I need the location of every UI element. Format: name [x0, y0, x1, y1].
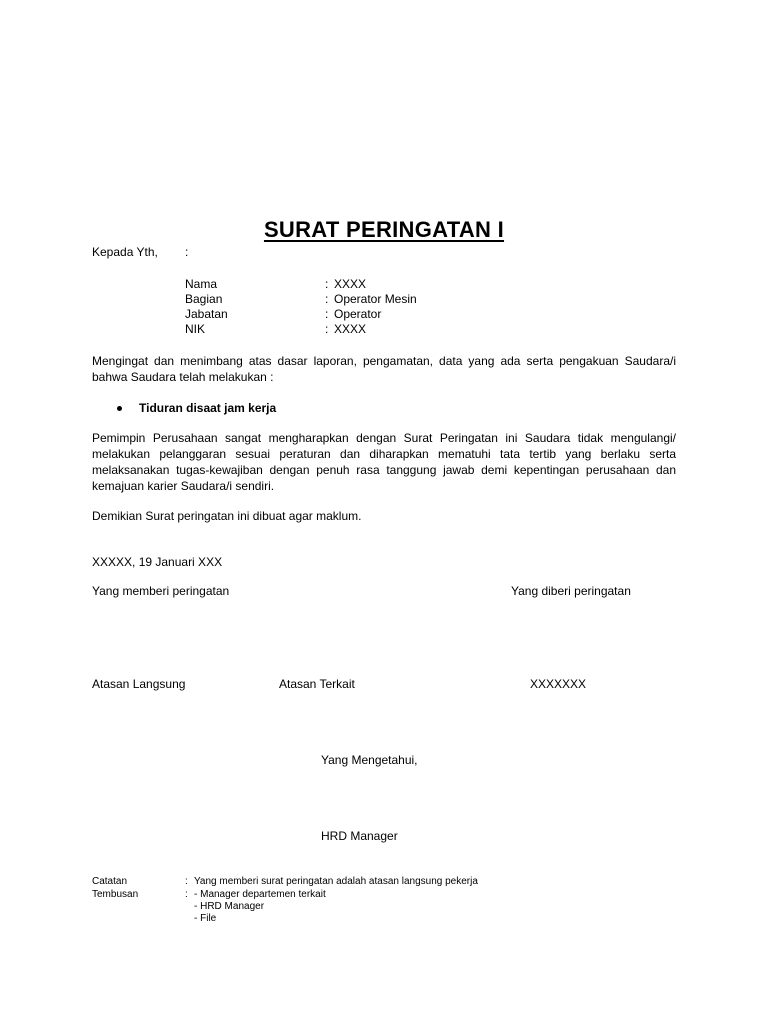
field-value-bagian: Operator Mesin [334, 292, 417, 306]
letter-title [0, 216, 768, 244]
recipient-label: Kepada Yth, [92, 245, 158, 259]
field-value-nama: XXXX [334, 277, 367, 291]
place-date: XXXXX, 19 Januari XXX [92, 555, 223, 569]
receiver-label: Yang diberi peringatan [511, 584, 631, 598]
cc-item: - HRD Manager [194, 901, 265, 912]
field-value-jabatan: Operator [334, 307, 382, 321]
cc-item: - File [194, 913, 217, 924]
note-colon: : [185, 876, 188, 887]
letter-title-text: SURAT PERINGATAN I [263, 217, 505, 242]
related-superior-signature: Atasan Terkait [279, 677, 355, 691]
closing-sentence: Demikian Surat peringatan ini dibuat agar maklum. [92, 509, 362, 523]
acknowledged-label: Yang Mengetahui, [321, 753, 418, 767]
cc-colon: : [185, 889, 188, 900]
receiver-name: XXXXXXX [530, 677, 587, 691]
field-value-nik: XXXX [334, 322, 367, 336]
field-colon: : [325, 292, 329, 306]
cc-label: Tembusan [92, 889, 139, 900]
giver-label: Yang memberi peringatan [92, 584, 230, 598]
field-label-nama: Nama [185, 277, 218, 291]
body-paragraph: Pemimpin Perusahaan sangat mengharapkan dengan Surat Peringatan ini Saudara tidak mengulangi/ melakukan pelanggaran sesuai peraturan dan diharapkan mematuhi tata tertib yang berlaku serta melaksanakan tugas-kewajiban dengan penuh rasa tanggung jawab demi kepentingan perusahaan dan kemajuan karier Saudara/i sendiri. [92, 431, 676, 493]
field-label-nik: NIK [185, 322, 206, 336]
note-text: Yang memberi surat peringatan adalah atasan langsung pekerja [194, 876, 478, 887]
field-label-bagian: Bagian [185, 292, 223, 306]
field-label-jabatan: Jabatan [185, 307, 228, 321]
recipient-colon: : [185, 245, 189, 259]
note-label: Catatan [92, 876, 128, 887]
intro-paragraph: Mengingat dan menimbang atas dasar laporan, pengamatan, data yang ada serta pengakuan Saudara/i bahwa Saudara telah melakukan : [92, 354, 676, 384]
cc-item: - Manager departemen terkait [194, 889, 326, 900]
field-colon: : [325, 277, 329, 291]
bullet-icon [117, 406, 122, 411]
violation-item: Tiduran disaat jam kerja [139, 401, 277, 415]
direct-superior-signature: Atasan Langsung [92, 677, 186, 691]
field-colon: : [325, 307, 329, 321]
field-colon: : [325, 322, 329, 336]
acknowledged-title: HRD Manager [321, 829, 398, 843]
